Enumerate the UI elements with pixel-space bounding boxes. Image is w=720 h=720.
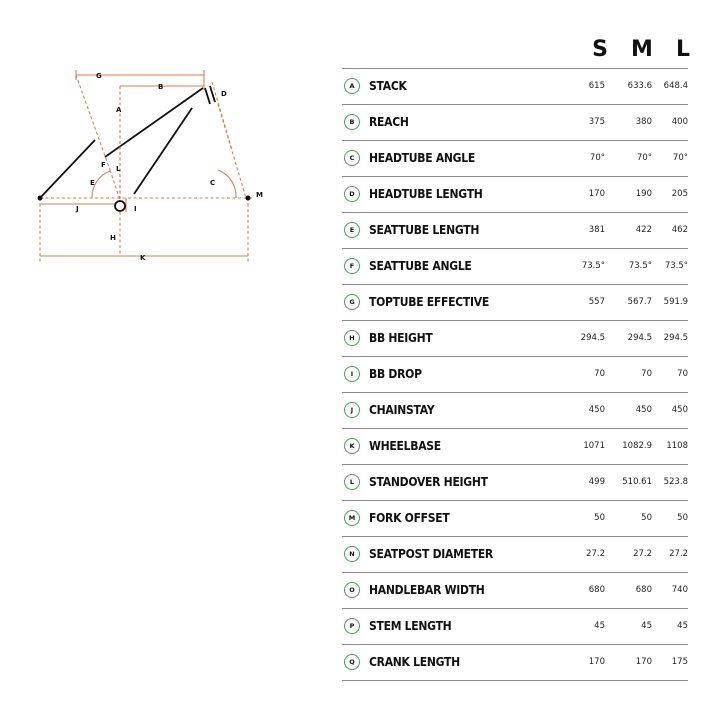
row-label: TOPTUBE EFFECTIVE [369, 295, 489, 309]
frame-lines [40, 86, 215, 198]
row-label: FORK OFFSET [369, 511, 450, 525]
table-row [342, 357, 688, 393]
down-tube [134, 108, 192, 194]
dim-d-ext2 [218, 104, 246, 198]
row-code-badge: H [344, 330, 360, 346]
value-l: 70 [677, 369, 688, 379]
seatstay [40, 140, 95, 198]
label-d: D [221, 90, 227, 98]
label-m: M [256, 191, 263, 199]
row-label: WHEELBASE [369, 439, 441, 453]
value-s: 557 [588, 297, 605, 307]
value-m: 450 [635, 405, 652, 415]
label-e: E [90, 179, 95, 187]
table-row [342, 177, 688, 213]
label-c: C [210, 179, 216, 187]
value-l: 294.5 [663, 333, 688, 343]
value-m: 190 [635, 189, 652, 199]
table-row [342, 501, 688, 537]
angle-c-arc [218, 170, 236, 198]
value-s: 45 [594, 621, 605, 631]
table-row [342, 285, 688, 321]
value-m: 380 [635, 117, 652, 127]
value-m: 70° [636, 153, 652, 163]
row-code-badge: A [344, 78, 360, 94]
value-m: 50 [641, 513, 652, 523]
row-label: HEADTUBE ANGLE [369, 151, 475, 165]
value-m: 70 [641, 369, 652, 379]
table-row [342, 69, 688, 105]
value-m: 73.5° [628, 261, 652, 271]
label-g: G [96, 72, 102, 80]
size-header-s: S [592, 37, 608, 62]
row-code-badge: O [344, 582, 360, 598]
row-code-badge: N [344, 546, 360, 562]
rear-axle-dot [38, 196, 43, 201]
bottom-bracket [115, 201, 125, 211]
value-s: 375 [588, 117, 605, 127]
value-l: 1108 [666, 441, 688, 451]
value-s: 294.5 [580, 333, 605, 343]
row-label: BB DROP [369, 367, 422, 381]
row-label: HANDLEBAR WIDTH [369, 583, 485, 597]
value-s: 450 [588, 405, 605, 415]
row-code-badge: B [344, 114, 360, 130]
row-code-badge: C [344, 150, 360, 166]
table-row [342, 465, 688, 501]
label-b: B [158, 83, 164, 91]
value-l: 450 [671, 405, 688, 415]
value-l: 45 [677, 621, 688, 631]
head-tube-left [205, 88, 210, 104]
size-header-l: L [675, 37, 691, 62]
value-l: 462 [671, 225, 688, 235]
row-code-badge: G [344, 294, 360, 310]
frame-geometry-diagram [0, 0, 340, 300]
row-label: BB HEIGHT [369, 331, 433, 345]
value-l: 591.9 [663, 297, 688, 307]
dimension-labels [75, 72, 263, 262]
label-j: J [76, 205, 79, 213]
table-row [342, 393, 688, 429]
table-row [342, 573, 688, 609]
value-s: 170 [588, 657, 605, 667]
row-label: SEATTUBE ANGLE [369, 259, 472, 273]
value-s: 73.5° [581, 261, 605, 271]
row-code-badge: E [344, 222, 360, 238]
value-s: 27.2 [586, 549, 605, 559]
row-code-badge: Q [344, 654, 360, 670]
dimension-lines [40, 70, 252, 262]
value-s: 499 [588, 477, 605, 487]
value-m: 567.7 [627, 297, 652, 307]
table-row [342, 537, 688, 573]
label-f: F [101, 161, 106, 169]
value-l: 400 [671, 117, 688, 127]
row-label: STEM LENGTH [369, 619, 452, 633]
value-m: 633.6 [627, 81, 652, 91]
row-label: STACK [369, 79, 407, 93]
value-s: 680 [588, 585, 605, 595]
row-code-badge: J [344, 402, 360, 418]
value-l: 740 [671, 585, 688, 595]
label-i: I [134, 205, 137, 213]
table-row [342, 105, 688, 141]
table-row [342, 609, 688, 645]
row-code-badge: L [344, 474, 360, 490]
value-l: 523.8 [663, 477, 688, 487]
table-row [342, 645, 688, 681]
value-m: 1082.9 [622, 441, 652, 451]
value-s: 170 [588, 189, 605, 199]
front-axle-dot [246, 196, 251, 201]
value-s: 1071 [583, 441, 605, 451]
value-m: 170 [635, 657, 652, 667]
value-m: 27.2 [633, 549, 652, 559]
row-label: CRANK LENGTH [369, 655, 460, 669]
row-label: REACH [369, 115, 409, 129]
label-h: H [110, 234, 116, 242]
row-code-badge: I [344, 366, 360, 382]
value-l: 205 [671, 189, 688, 199]
row-label: STANDOVER HEIGHT [369, 475, 488, 489]
value-s: 50 [594, 513, 605, 523]
value-l: 175 [671, 657, 688, 667]
row-label: CHAINSTAY [369, 403, 435, 417]
size-header-m: M [631, 37, 653, 62]
value-m: 294.5 [627, 333, 652, 343]
label-a: A [116, 106, 122, 114]
value-m: 510.61 [622, 477, 652, 487]
table-row [342, 429, 688, 465]
row-code-badge: K [344, 438, 360, 454]
value-l: 27.2 [669, 549, 688, 559]
value-l: 73.5° [664, 261, 688, 271]
value-m: 680 [635, 585, 652, 595]
table-row [342, 249, 688, 285]
row-label: HEADTUBE LENGTH [369, 187, 483, 201]
label-l: L [116, 165, 121, 173]
value-l: 50 [677, 513, 688, 523]
table-row [342, 321, 688, 357]
value-s: 381 [588, 225, 605, 235]
table-row [342, 213, 688, 249]
row-label: SEATTUBE LENGTH [369, 223, 480, 237]
value-s: 70 [594, 369, 605, 379]
table-row [342, 141, 688, 177]
dim-e-line [110, 170, 120, 200]
row-code-badge: M [344, 510, 360, 526]
value-m: 45 [641, 621, 652, 631]
row-code-badge: P [344, 618, 360, 634]
geometry-rows [342, 68, 688, 681]
value-m: 422 [635, 225, 652, 235]
row-label: SEATPOST DIAMETER [369, 547, 493, 561]
value-s: 615 [588, 81, 605, 91]
label-k: K [140, 254, 146, 262]
value-l: 648.4 [663, 81, 688, 91]
value-s: 70° [589, 153, 605, 163]
value-l: 70° [672, 153, 688, 163]
row-code-badge: D [344, 186, 360, 202]
row-code-badge: F [344, 258, 360, 274]
